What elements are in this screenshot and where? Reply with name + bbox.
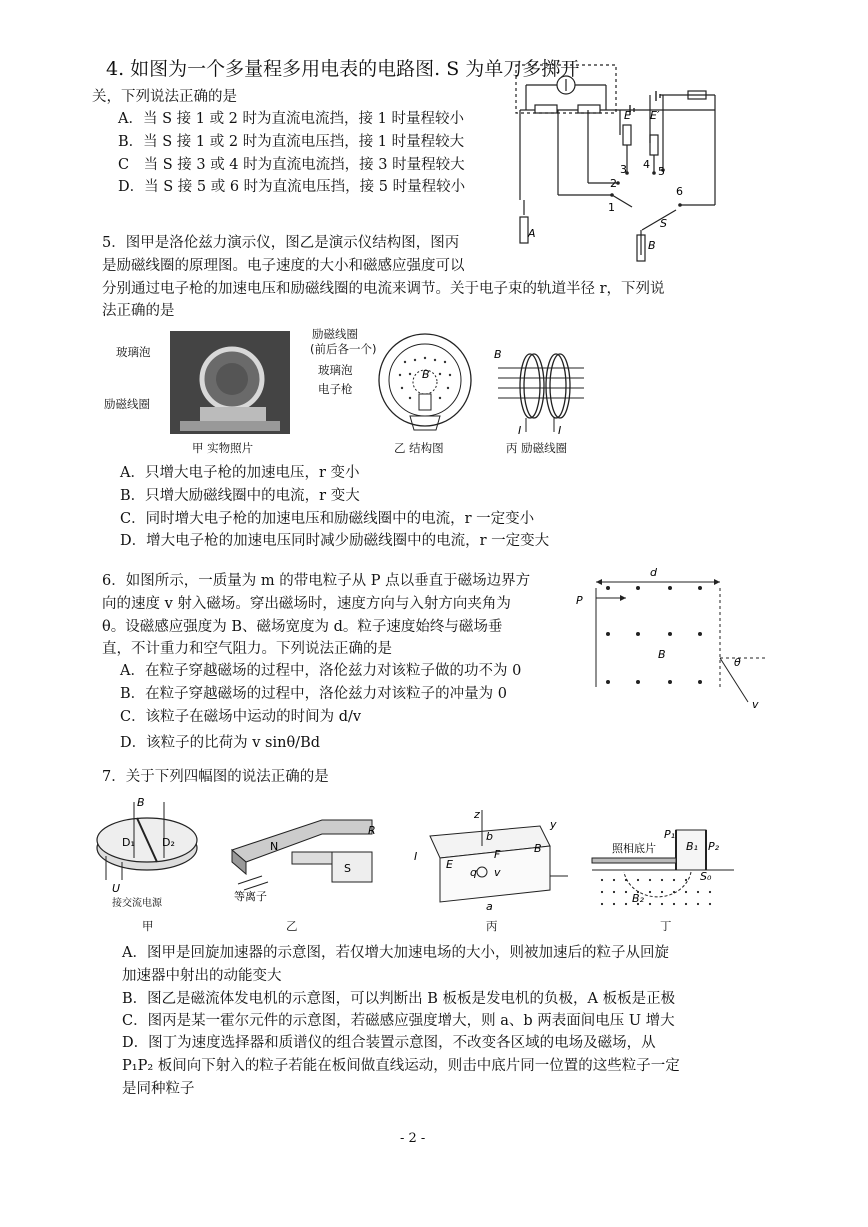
q7-option-b: B．图乙是磁流体发电机的示意图，可以判断出 B 板板是发电机的负极，A 板板是正极 (122, 991, 676, 1007)
q5-option-c: C．同时增大电子枪的加速电压和励磁线圈中的电流，r 一定变小 (120, 511, 535, 527)
q6-stem-line3: θ。设磁感应强度为 B、磁场宽度为 d。粒子速度始终与磁场垂 (102, 619, 503, 635)
q6-label-p: P (576, 594, 583, 607)
q7-option-d-line2: P₁P₂ 板间向下射入的粒子若能在板间做直线运动，则击中底片同一位置的这些粒子一定 (122, 1058, 680, 1074)
q6-label-theta: θ (734, 656, 741, 669)
q7-label-b3: B (534, 842, 542, 855)
q5-label-i2: I (558, 424, 562, 437)
q4-label-1: 1 (608, 201, 615, 214)
q5-label-b-struct: B (422, 368, 430, 381)
q4-label-a: A (528, 227, 536, 240)
q7-caption-ding: 丁 (660, 919, 672, 933)
q7-label-p2: P₂ (708, 840, 720, 853)
q7-label-y: y (550, 818, 557, 831)
q5-option-b: B．只增大励磁线圈中的电流，r 变大 (120, 488, 360, 504)
q7-label-a-bottom: a (486, 900, 493, 913)
q4-option-c: C 当 S 接 3 或 4 时为直流电流挡，接 3 时量程较大 (118, 157, 465, 173)
q5-label-coil: 励磁线圈 (104, 397, 150, 411)
q5-label-i1: I (518, 424, 522, 437)
q7-fig-bing-hall-element (410, 806, 570, 916)
q7-stem: 7．关于下列四幅图的说法正确的是 (102, 769, 329, 785)
q6-stem-line2: 向的速度 v 射入磁场。穿出磁场时，速度方向与入射方向夹角为 (102, 596, 511, 612)
q5-stem-line4: 法正确的是 (102, 303, 175, 319)
q7-label-b5: B₂ (632, 892, 644, 905)
q7-label-i-left: I (414, 850, 418, 863)
q7-option-d-line1: D．图丁为速度选择器和质谱仪的组合装置示意图，不改变各区域的电场及磁场，从 (122, 1035, 656, 1051)
q7-caption-jia: 甲 (142, 919, 154, 933)
q5-caption-yi: 乙 结构图 (394, 441, 444, 455)
q7-label-film: 照相底片 (612, 842, 656, 855)
q7-option-c: C．图丙是某一霍尔元件的示意图，若磁感应强度增大，则 a、b 两表面间电压 U 增大 (122, 1013, 675, 1029)
q7-label-ac: 接交流电源 (112, 898, 162, 909)
q7-option-a-line1: A．图甲是回旋加速器的示意图，若仅增大加速电场的大小，则被加速后的粒子从回旋 (122, 945, 669, 961)
q5-stem-line3: 分别通过电子枪的加速电压和励磁线圈的电流来调节。关于电子束的轨道半径 r，下列说 (102, 281, 665, 297)
q4-option-b: B．当 S 接 1 或 2 时为直流电压挡，接 1 时量程较大 (118, 134, 465, 150)
q5-label-gun: 电子枪 (318, 382, 353, 396)
q7-label-q: q (470, 866, 477, 879)
q4-label-b: B (648, 239, 656, 252)
q4-label-5: 5 (658, 165, 665, 178)
q7-label-plasma: 等离子 (234, 890, 267, 903)
q4-label-e: E (624, 109, 631, 122)
q5-option-a: A．只增大电子枪的加速电压，r 变小 (120, 465, 360, 481)
q5-photo-sketch (170, 331, 290, 434)
q4-circuit-diagram (500, 55, 730, 265)
q4-label-4: 4 (643, 158, 650, 171)
q5-label-b-coil: B (494, 348, 502, 361)
q4-label-3: 3 (620, 163, 627, 176)
q7-label-n: N (270, 840, 279, 853)
q7-label-d2: D₂ (162, 836, 175, 849)
q6-magnetic-field-diagram (570, 562, 770, 712)
q7-fig-yi-mhd-generator (222, 800, 382, 910)
q6-option-b: B．在粒子穿越磁场的过程中，洛伦兹力对该粒子的冲量为 0 (120, 686, 507, 702)
q5-stem-line2: 是励磁线圈的原理图。电子速度的大小和磁感应强度可以 (102, 258, 465, 274)
q6-label-v: v (752, 698, 759, 711)
q5-label-glass-bulb: 玻璃泡 (116, 345, 151, 359)
q7-fig-ding-mass-spectrometer (588, 822, 738, 916)
q7-label-d1: D₁ (122, 836, 135, 849)
q7-label-b1: B (137, 796, 145, 809)
q6-option-d: D．该粒子的比荷为 v sinθ/Bd (120, 735, 321, 751)
q7-label-e: E (446, 858, 453, 871)
page-number: - 2 - (400, 1131, 426, 1146)
q7-label-b-top: b (486, 830, 493, 843)
q7-label-f: F (494, 848, 501, 861)
q5-caption-bing: 丙 励磁线圈 (506, 441, 568, 455)
q6-stem-line1: 6．如图所示，一质量为 m 的带电粒子从 P 点以垂直于磁场边界方 (102, 573, 531, 589)
q6-option-a: A．在粒子穿越磁场的过程中，洛伦兹力对该粒子做的功不为 0 (120, 663, 522, 679)
q5-caption-jia: 甲 实物照片 (192, 441, 254, 455)
q4-label-e-prime: E′ (650, 109, 660, 122)
q6-stem-line4: 直，不计重力和空气阻力。下列说法正确的是 (102, 641, 392, 657)
q7-option-a-line2: 加速器中射出的动能变大 (122, 968, 282, 984)
q4-option-d: D．当 S 接 5 或 6 时为直流电压挡，接 5 时量程较小 (118, 179, 466, 195)
q5-option-d: D．增大电子枪的加速电压同时减少励磁线圈中的电流，r 一定变大 (120, 533, 550, 549)
q4-label-s: S (660, 217, 667, 230)
q7-label-s0: S₀ (700, 870, 712, 883)
q7-label-u: U (112, 882, 121, 895)
q7-caption-yi: 乙 (286, 919, 298, 933)
q7-label-r: R (368, 824, 376, 837)
q7-label-v: v (494, 866, 501, 879)
q4-option-a: A．当 S 接 1 或 2 时为直流电流挡，接 1 时量程较小 (118, 111, 464, 127)
q7-fig-jia-cyclotron (92, 796, 202, 908)
q5-label-bulb2: 玻璃泡 (318, 363, 353, 377)
q4-label-6: 6 (676, 185, 683, 198)
q4-label-2: 2 (610, 177, 617, 190)
q5-structure-diagram (370, 330, 480, 440)
q5-label-coil2: 励磁线圈 (312, 327, 358, 341)
q7-label-s: S (344, 862, 351, 875)
q6-label-d: d (650, 566, 657, 579)
q7-label-z: z (474, 808, 480, 821)
q5-coil-diagram (490, 346, 590, 438)
q4-stem-line1: 4. 如图为一个多量程多用电表的电路图. S 为单刀多掷开 (106, 58, 580, 80)
q4-stem-line2: 关，下列说法正确的是 (92, 89, 237, 105)
q6-label-b: B (658, 648, 666, 661)
q5-stem-line1: 5．图甲是洛伦兹力演示仪，图乙是演示仪结构图，图丙 (102, 235, 460, 251)
q7-label-p1: P₁ (664, 828, 676, 841)
q5-label-coil2-sub: (前后各一个) (310, 342, 377, 356)
q7-label-b4: B₁ (686, 840, 698, 853)
q7-caption-bing: 丙 (486, 919, 498, 933)
q5-photo (170, 331, 290, 434)
q6-option-c: C．该粒子在磁场中运动的时间为 d/v (120, 709, 362, 725)
q7-option-d-line3: 是同种粒子 (122, 1081, 195, 1097)
